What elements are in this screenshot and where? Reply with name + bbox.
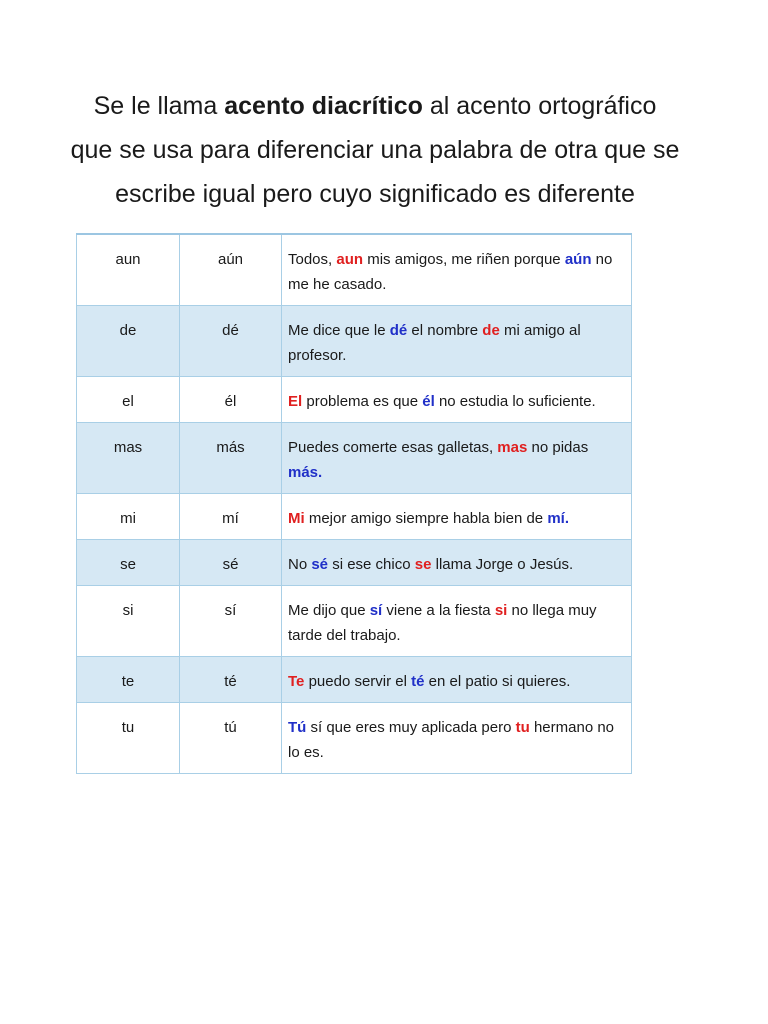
word-without-accent: te <box>77 657 180 703</box>
example-text: no estudia lo suficiente. <box>434 393 596 410</box>
table-row <box>77 377 632 423</box>
example-sentence <box>282 586 632 657</box>
highlighted-word: El <box>288 393 303 410</box>
example-sentence <box>282 703 632 774</box>
highlighted-word: té <box>411 673 425 690</box>
intro-bold-term: acento diacrítico <box>224 92 423 120</box>
example-text: puedo servir el <box>304 673 412 690</box>
table-row <box>77 703 632 774</box>
word-with-accent: aún <box>180 234 282 306</box>
example-text: no llega muy tarde del trabajo. <box>288 602 597 644</box>
word-without-accent: de <box>77 306 180 377</box>
example-text: Todos, <box>288 251 337 268</box>
highlighted-word: sí <box>369 602 383 619</box>
example-text: mejor amigo siempre habla bien de <box>304 510 548 527</box>
word-without-accent: tu <box>77 703 180 774</box>
highlighted-word: aun <box>336 251 364 268</box>
table-body <box>77 234 632 774</box>
highlighted-word: más. <box>288 464 323 481</box>
word-with-accent: té <box>180 657 282 703</box>
example-sentence <box>282 306 632 377</box>
highlighted-word: Te <box>288 673 305 690</box>
word-without-accent: aun <box>77 234 180 306</box>
highlighted-word: Mi <box>288 510 305 527</box>
intro-text-part2: al acento ortográfico que se usa para diferenciar una palabra de otra que se escribe igual pero cuyo significado es diferente <box>70 92 680 208</box>
word-without-accent: si <box>77 586 180 657</box>
word-with-accent: dé <box>180 306 282 377</box>
table-row <box>77 586 632 657</box>
highlighted-word: dé <box>389 322 408 339</box>
word-without-accent: mi <box>77 494 180 540</box>
word-with-accent: mí <box>180 494 282 540</box>
table-row <box>77 234 632 306</box>
intro-text-part1: Se le llama <box>93 92 225 120</box>
example-text: no pidas <box>527 439 589 456</box>
word-with-accent: más <box>180 423 282 494</box>
example-text: mis amigos, me riñen porque <box>363 251 565 268</box>
word-with-accent: tú <box>180 703 282 774</box>
word-without-accent: el <box>77 377 180 423</box>
example-sentence <box>282 234 632 306</box>
example-text: no me he casado. <box>288 251 613 293</box>
example-sentence <box>282 423 632 494</box>
example-text: sí que eres muy aplicada pero <box>306 719 516 736</box>
highlighted-word: aún <box>564 251 592 268</box>
word-with-accent: sé <box>180 540 282 586</box>
highlighted-word: mas <box>497 439 528 456</box>
highlighted-word: mí. <box>547 510 569 527</box>
word-without-accent: se <box>77 540 180 586</box>
example-text: hermano no lo es. <box>288 719 615 761</box>
highlighted-word: él <box>422 393 435 410</box>
table-row <box>77 423 632 494</box>
word-with-accent: sí <box>180 586 282 657</box>
highlighted-word: de <box>482 322 500 339</box>
word-with-accent: él <box>180 377 282 423</box>
word-without-accent: mas <box>77 423 180 494</box>
example-sentence <box>282 657 632 703</box>
example-text: el nombre <box>407 322 483 339</box>
table-row <box>77 306 632 377</box>
example-text: mi amigo al profesor. <box>288 322 581 364</box>
example-sentence <box>282 494 632 540</box>
table-row <box>77 494 632 540</box>
highlighted-word: si <box>494 602 508 619</box>
example-text: en el patio si quieres. <box>424 673 571 690</box>
example-text: Me dice que le <box>288 322 390 339</box>
example-text: problema es que <box>302 393 423 410</box>
highlighted-word: se <box>414 556 432 573</box>
example-sentence <box>282 540 632 586</box>
highlighted-word: Tú <box>288 719 307 736</box>
example-text: No <box>288 556 312 573</box>
table-row <box>77 657 632 703</box>
table-row <box>77 540 632 586</box>
example-text: Me dijo que <box>288 602 370 619</box>
example-text: si ese chico <box>328 556 415 573</box>
example-text: viene a la fiesta <box>382 602 495 619</box>
intro-paragraph <box>70 84 680 216</box>
example-text: Puedes comerte esas galletas, <box>288 439 498 456</box>
highlighted-word: sé <box>311 556 329 573</box>
example-text: llama Jorge o Jesús. <box>431 556 574 573</box>
highlighted-word: tu <box>515 719 530 736</box>
example-sentence <box>282 377 632 423</box>
diacritic-accent-table <box>76 233 632 774</box>
